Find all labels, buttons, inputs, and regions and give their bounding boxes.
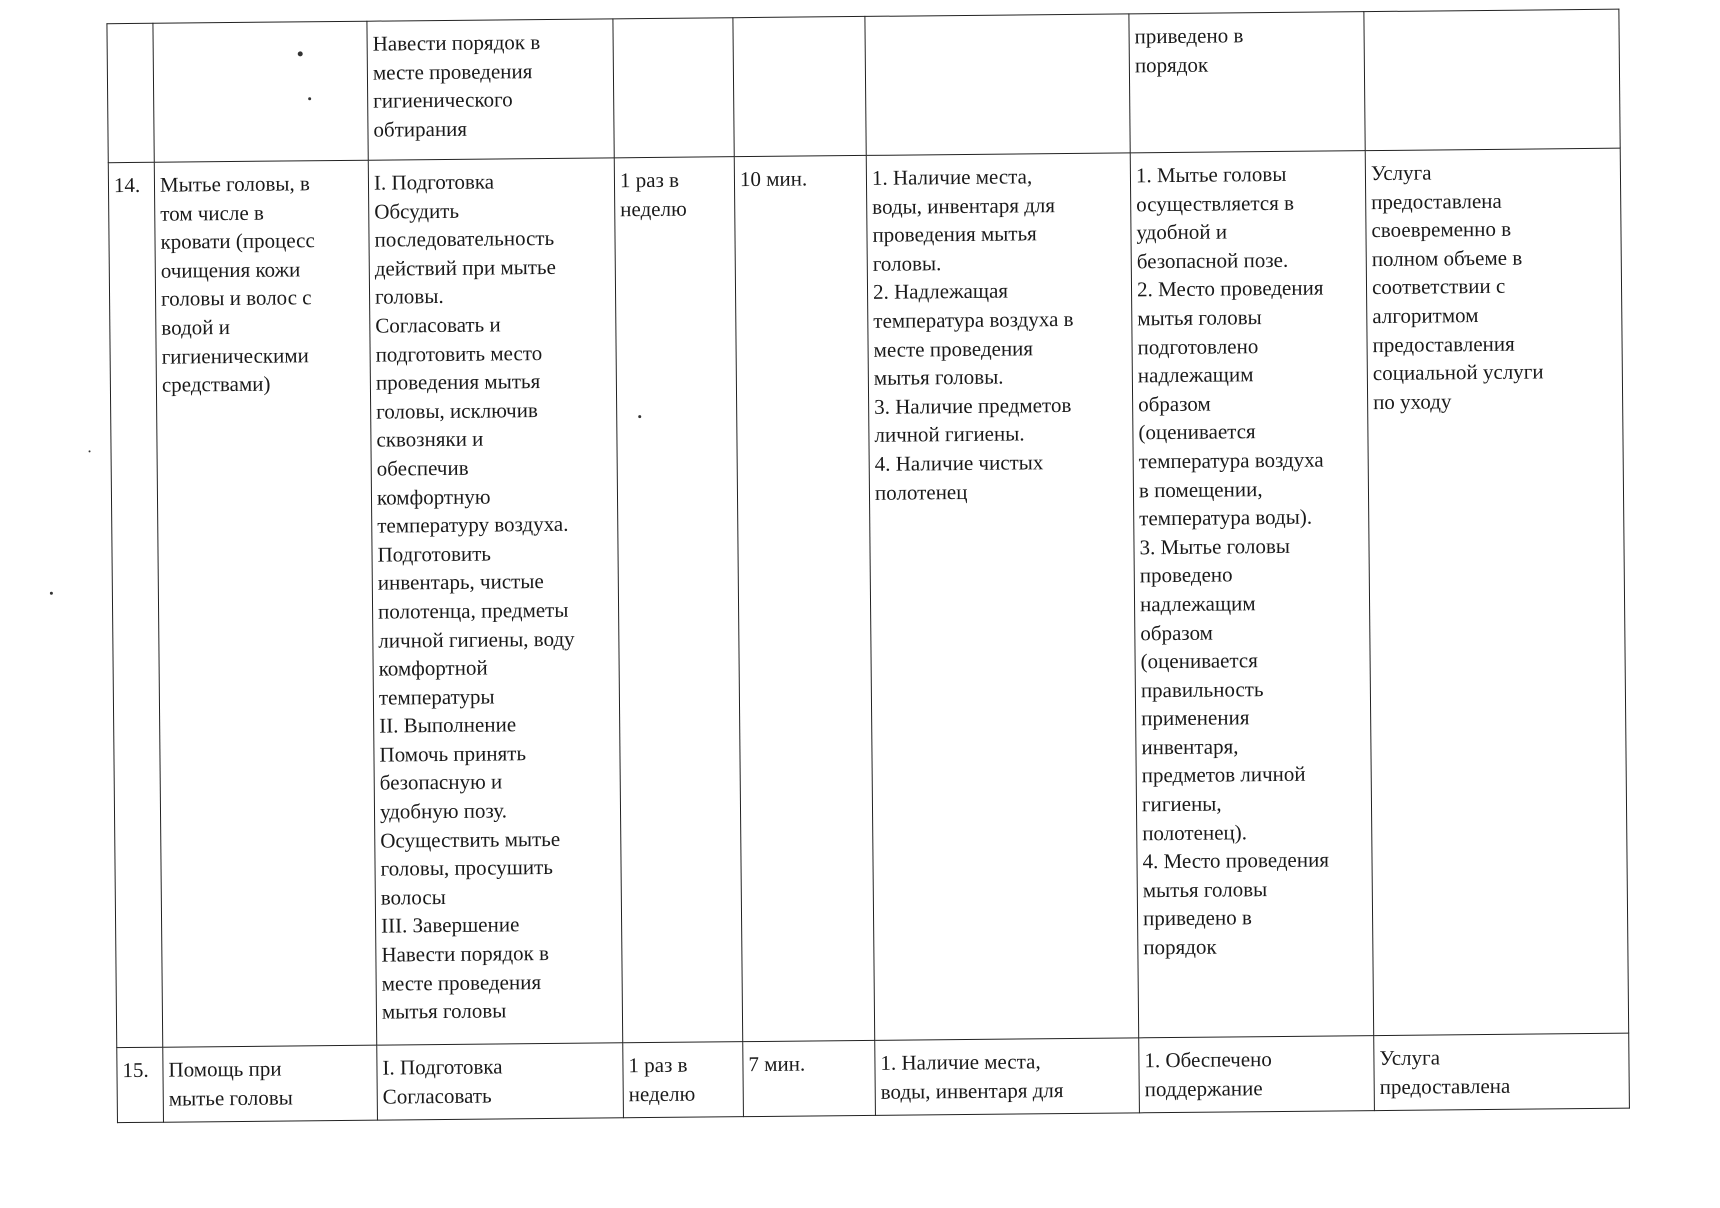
row-number-cell: 14. <box>108 162 162 1047</box>
scan-speck <box>89 450 91 452</box>
quality-indicators-cell: 1. Мытье головы осуществляется в удобной и безопасной позе. 2. Место проведения мытья головы подготовлено надлежащим образом (оценивается температура воздуха в помещении, температура воды). 3. Мытье головы проведено надлежащим образом (оценивается правильность применения инвентаря, предметов личной гигиены, полотенец). 4. Место проведения мытья головы приведено в порядок <box>1130 151 1373 1038</box>
service-standards-table <box>106 9 1629 1123</box>
conditions-cell <box>865 14 1130 156</box>
table-row <box>107 9 1620 163</box>
conditions-cell: 1. Наличие места, воды, инвентаря для проведения мытья головы. 2. Надлежащая температура воздуха в месте проведения мытья головы. 3. Наличие предметов личной гигиены. 4. Наличие чистых полотенец <box>866 153 1138 1040</box>
service-content-cell: I. Подготовка Обсудить последовательность действий при мытье головы. Согласовать и подготовить место проведения мытья головы, исключив сквозняки и обеспечив комфортную температуру воздуха. Подготовить инвентарь, чистые полотенца, предметы личной гигиены, воду комфортной температуры II. Выполнение Помочь принять безопасную и удобную позу. Осуществить мытье головы, просушить волосы III. Завершение Навести порядок в месте проведения мытья головы <box>368 158 622 1045</box>
quality-indicators-cell: 1. Обеспечено поддержание <box>1139 1036 1375 1113</box>
row-number-cell <box>107 23 154 162</box>
scan-speck <box>638 415 641 418</box>
duration-cell: 10 мин. <box>734 155 874 1041</box>
result-cell <box>1364 9 1620 150</box>
result-cell: Услуга предоставлена <box>1374 1033 1630 1110</box>
duration-cell: 7 мин. <box>743 1040 876 1116</box>
quality-indicators-cell: приведено в порядок <box>1129 12 1365 153</box>
conditions-cell: 1. Наличие места, воды, инвентаря для <box>875 1038 1140 1116</box>
table-row <box>117 1033 1630 1123</box>
table-row <box>108 148 1628 1047</box>
service-name-cell <box>153 21 368 162</box>
frequency-cell: 1 раз в неделю <box>614 157 742 1043</box>
service-content-cell: Навести порядок в месте проведения гигиенического обтирания <box>367 19 614 160</box>
scan-speck <box>50 592 53 595</box>
frequency-cell <box>613 18 734 158</box>
service-content-cell: I. Подготовка Согласовать <box>377 1043 624 1120</box>
result-cell: Услуга предоставлена своевременно в полном объеме в соответствии с алгоритмом предоставления социальной услуги по уходу <box>1365 148 1628 1035</box>
scan-speck <box>308 97 311 100</box>
duration-cell <box>733 16 866 156</box>
service-name-cell: Помощь при мытье головы <box>163 1045 378 1122</box>
service-name-cell: Мытье головы, в том числе в кровати (процесс очищения кожи головы и волос с водой и гигиеническими средствами) <box>154 160 376 1047</box>
scan-speck <box>298 51 303 56</box>
row-number-cell: 15. <box>117 1047 164 1122</box>
frequency-cell: 1 раз в неделю <box>623 1042 744 1118</box>
